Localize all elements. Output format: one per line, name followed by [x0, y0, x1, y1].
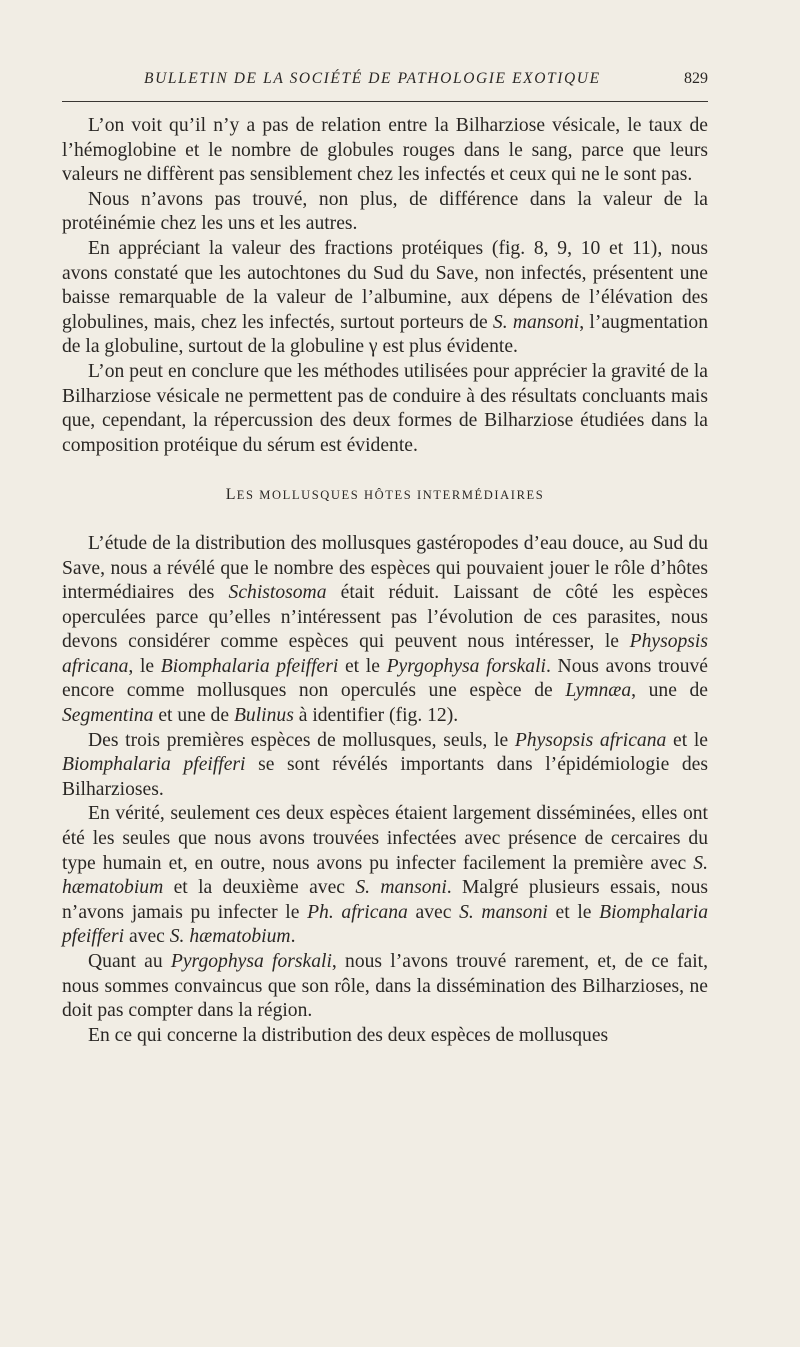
species-name: Physopsis africana — [514, 729, 667, 751]
paragraph-2 — [62, 188, 708, 237]
paragraph-6 — [62, 729, 708, 803]
species-name: S. hæmatobium — [62, 852, 708, 899]
species-name: S. mansoni — [459, 901, 548, 923]
page-header — [62, 70, 708, 96]
species-name: Ph. africana — [307, 901, 408, 923]
paragraph-9-text: En ce qui concerne la distribution des deux espèces de mollusques — [88, 1024, 609, 1046]
text-run: avec — [407, 901, 460, 923]
text-run: . — [290, 926, 296, 948]
paragraph-5 — [62, 532, 708, 729]
species-name: Biomphalaria pfeifferi — [62, 901, 708, 948]
text-run: En appréciant la valeur des fractions protéiques (fig. 8, 9, 10 et 11), nous avons constaté que les autochtones du Sud du Save, non infectés, présentent une baisse remarquable de la valeur de l’albumine, aux dépens de l’élévation des globulines, mais, chez les infectés, surtout porteurs de — [62, 237, 708, 333]
page-number: 829 — [684, 70, 708, 87]
genus-name: Schistosoma — [228, 582, 327, 604]
species-name: S. mansoni — [492, 311, 580, 333]
section-heading-initial: L — [225, 486, 237, 504]
species-name: Biomphalaria pfeifferi — [62, 754, 246, 776]
species-name: Biomphalaria pfeifferi — [160, 655, 339, 677]
paragraph-7 — [62, 802, 708, 950]
text-run: et le — [338, 655, 387, 677]
running-title: BULLETIN DE LA SOCIÉTÉ DE PATHOLOGIE EXOTIQUE — [144, 70, 601, 87]
text-run: et le — [666, 729, 708, 751]
paragraph-9 — [62, 1024, 708, 1049]
paragraph-1 — [62, 114, 708, 188]
genus-name: Bulinus — [233, 705, 294, 727]
section-heading — [62, 483, 708, 508]
text-run: était réduit. Laissant de côté les espèces operculées parce qu’elles n’intéressent pas l’évolution de ces parasites, nous devons considérer comme espèces qui peuvent nous intéresser, le — [62, 582, 708, 653]
text-run: . Nous avons trouvé encore comme mollusques non operculés une espèce de — [62, 655, 709, 702]
paragraph-4 — [62, 360, 708, 458]
body-text — [62, 114, 708, 1048]
header-rule — [62, 101, 708, 102]
genus-name: Lymnæa — [565, 680, 632, 702]
text-run: En vérité, seulement ces deux espèces étaient largement disséminées, elles ont été les seules que nous avons trouvées infectées avec présence de cercaires du type humain et, en outre, nous avons pu infecter facilement la première avec — [62, 803, 708, 874]
text-run: L’étude de la distribution des mollusques gastéropodes d’eau douce, au Sud du Save, nous a révélé que le nombre des espèces qui pouvaient jouer le rôle d’hôtes intermédiaires des — [62, 532, 708, 604]
species-name: S. hæmatobium — [169, 926, 291, 948]
paragraph-1-text: L’on voit qu’il n’y a pas de relation entre la Bilharziose vésicale, le taux de l’hémoglobine et le nombre de globules rouges dans le sang, parce que leurs valeurs ne diffèrent pas sensiblement chez les infectés et ceux qui ne le sont pas. — [62, 115, 708, 186]
text-run: et une de — [153, 705, 234, 727]
text-run: Quant au — [88, 951, 171, 972]
species-name: Pyrgophysa forskali — [170, 951, 332, 972]
text-run: , nous l’avons trouvé rarement, et, de ce fait, nous sommes convaincus que son rôle, dans la dissémination des Bilharzioses, ne doit pas compter dans la région. — [62, 951, 708, 1022]
species-name: Physopsis africana — [62, 631, 708, 677]
text-run: , une de — [631, 680, 708, 702]
text-run: avec — [124, 926, 170, 948]
text-run: et le — [547, 901, 600, 923]
text-run: , le — [128, 655, 161, 677]
section-heading-rest: ES MOLLUSQUES HÔTES INTERMÉDIAIRES — [236, 488, 545, 503]
text-run: , l’augmentation de la globuline, surtout de la globuline γ est plus évidente. — [62, 311, 708, 358]
text-run: à identifier (fig. 12). — [293, 705, 459, 727]
text-run: se sont révélés importants dans l’épidémiologie des Bilharzioses. — [62, 754, 708, 800]
paragraph-4-text: L’on peut en conclure que les méthodes utilisées pour apprécier la gravité de la Bilharziose vésicale ne permettent pas de conduire à des résultats concluants mais que, cependant, la répercussion des deux formes de Bilharziose étudiées dans la composition protéique du sérum est évidente. — [62, 360, 708, 456]
species-name: S. mansoni — [355, 877, 447, 899]
paragraph-2-text: Nous n’avons pas trouvé, non plus, de différence dans la valeur de la protéinémie chez les uns et les autres. — [62, 188, 708, 235]
genus-name: Segmentina — [62, 705, 154, 727]
paragraph-3 — [62, 237, 708, 360]
text-run: et la deuxième avec — [163, 877, 356, 899]
species-name: Pyrgophysa forskali — [386, 655, 546, 677]
text-run: . Malgré plusieurs essais, nous n’avons jamais pu infecter le — [62, 877, 708, 923]
paragraph-8 — [62, 950, 708, 1024]
text-run: Des trois premières espèces de mollusques, seuls, le — [88, 729, 515, 751]
